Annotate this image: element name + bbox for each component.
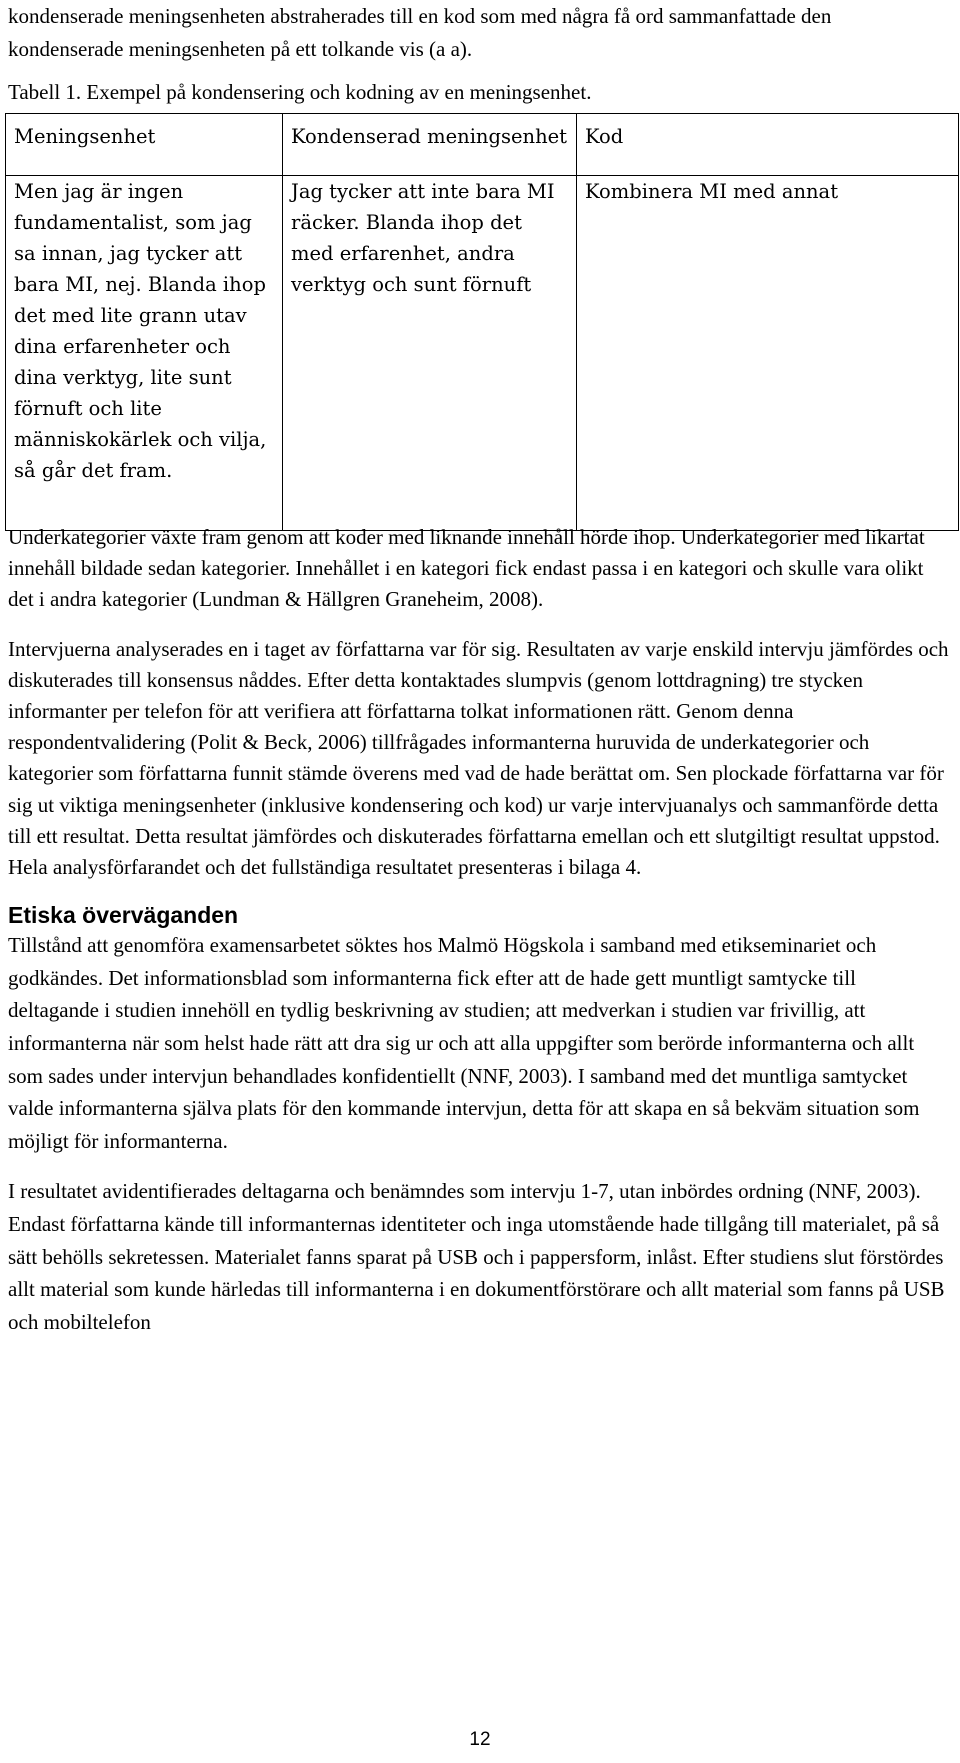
document-page (8, 0, 949, 1334)
example-table (5, 113, 959, 531)
intro-paragraph: kondenserade meningsenheten abstraherades till en kod som med några få ord sammanfattade den kondenserade meningsenheten på ett tolkande vis (a a). (8, 4, 832, 61)
table-header-row (6, 114, 959, 176)
cell-meningsenhet: Men jag är ingen fundamentalist, som jag sa innan, jag tycker att bara MI, nej. Blanda ihop det med lite grann utav dina erfarenheter och dina verktyg, lite sunt förnuft och lite människokärlek och vilja, så går det fram. (6, 176, 283, 531)
section-heading: Etiska överväganden (8, 902, 239, 929)
body-text (8, 522, 950, 1356)
paragraph-tillstand: Tillstånd att genomföra examensarbetet söktes hos Malmö Högskola i samband med etikseminariet och godkändes. Det informationsblad som informanterna fick efter att de hade gett muntligt samtycke till deltagande i studien innehöll en tydlig beskrivning av studien; att medverkan i studien var frivillig, att informanterna när som helst hade rätt att dra sig ur och att alla uppgifter som berörde informanterna och allt som sades under intervjun behandlades konfidentiellt (NNF, 2003). I samband med det muntliga samtycket valde informanterna själva plats för den kommande intervjun, detta för att skapa en så bekväm situation som möjligt för informanterna. (8, 933, 920, 1153)
paragraph-underkategorier: Underkategorier växte fram genom att koder med liknande innehåll hörde ihop. Underkategorier med likartat innehåll bildade sedan kategorier. Innehållet i en kategori fick endast passa i en kategori och skulle vara olikt det i andra kategorier (Lundman & Hällgren Graneheim, 2008). (8, 525, 925, 612)
header-kondenserad: Kondenserad meningsenhet (283, 114, 577, 176)
table-caption: Tabell 1. Exempel på kondensering och kodning av en meningsenhet. (8, 80, 592, 104)
cell-kod: Kombinera MI med annat (577, 176, 959, 531)
header-kod: Kod (577, 114, 959, 176)
paragraph-resultatet: I resultatet avidentifierades deltagarna och benämndes som intervju 1-7, utan inbördes ordning (NNF, 2003). Endast författarna kände till informanternas identiteter och inga utomstående hade tillgång till materialet, på så sätt behölls sekretessen. Materialet fanns sparat på USB och i pappersform, inlåst. Efter studiens slut förstördes allt material som kunde härledas till informanterna i en dokumentförstörare och allt material som fanns på USB och mobiltelefon (8, 1179, 945, 1334)
header-meningsenhet: Meningsenhet (6, 114, 283, 176)
cell-kondenserad: Jag tycker att inte bara MI räcker. Blanda ihop det med erfarenhet, andra verktyg och sunt förnuft (283, 176, 577, 531)
paragraph-intervjuerna: Intervjuerna analyserades en i taget av författarna var för sig. Resultaten av varje enskild intervju jämfördes och diskuterades till konsensus nåddes. Efter detta kontaktades slumpvis (genom lottdragning) tre stycken informanter per telefon för att verifiera att författarna tolkat informationen rätt. Genom denna respondentvalidering (Polit & Beck, 2006) tillfrågades informanterna huruvida de underkategorier och kategorier som författarna funnit stämde överens med vad de hade berättat om. Sen plockade författarna var för sig ut viktiga meningsenheter (inklusive kondensering och kod) ur varje intervjuanalys och sammanförde detta till ett resultat. Detta resultat jämfördes och diskuterades författarna emellan och ett slutgiltigt resultat uppstod. Hela analysförfarandet och det fullständiga resultatet presenteras i bilaga 4. (8, 636, 949, 880)
table-row (6, 176, 959, 531)
page-number: 12 (469, 1729, 491, 1750)
section-body (8, 929, 950, 1338)
